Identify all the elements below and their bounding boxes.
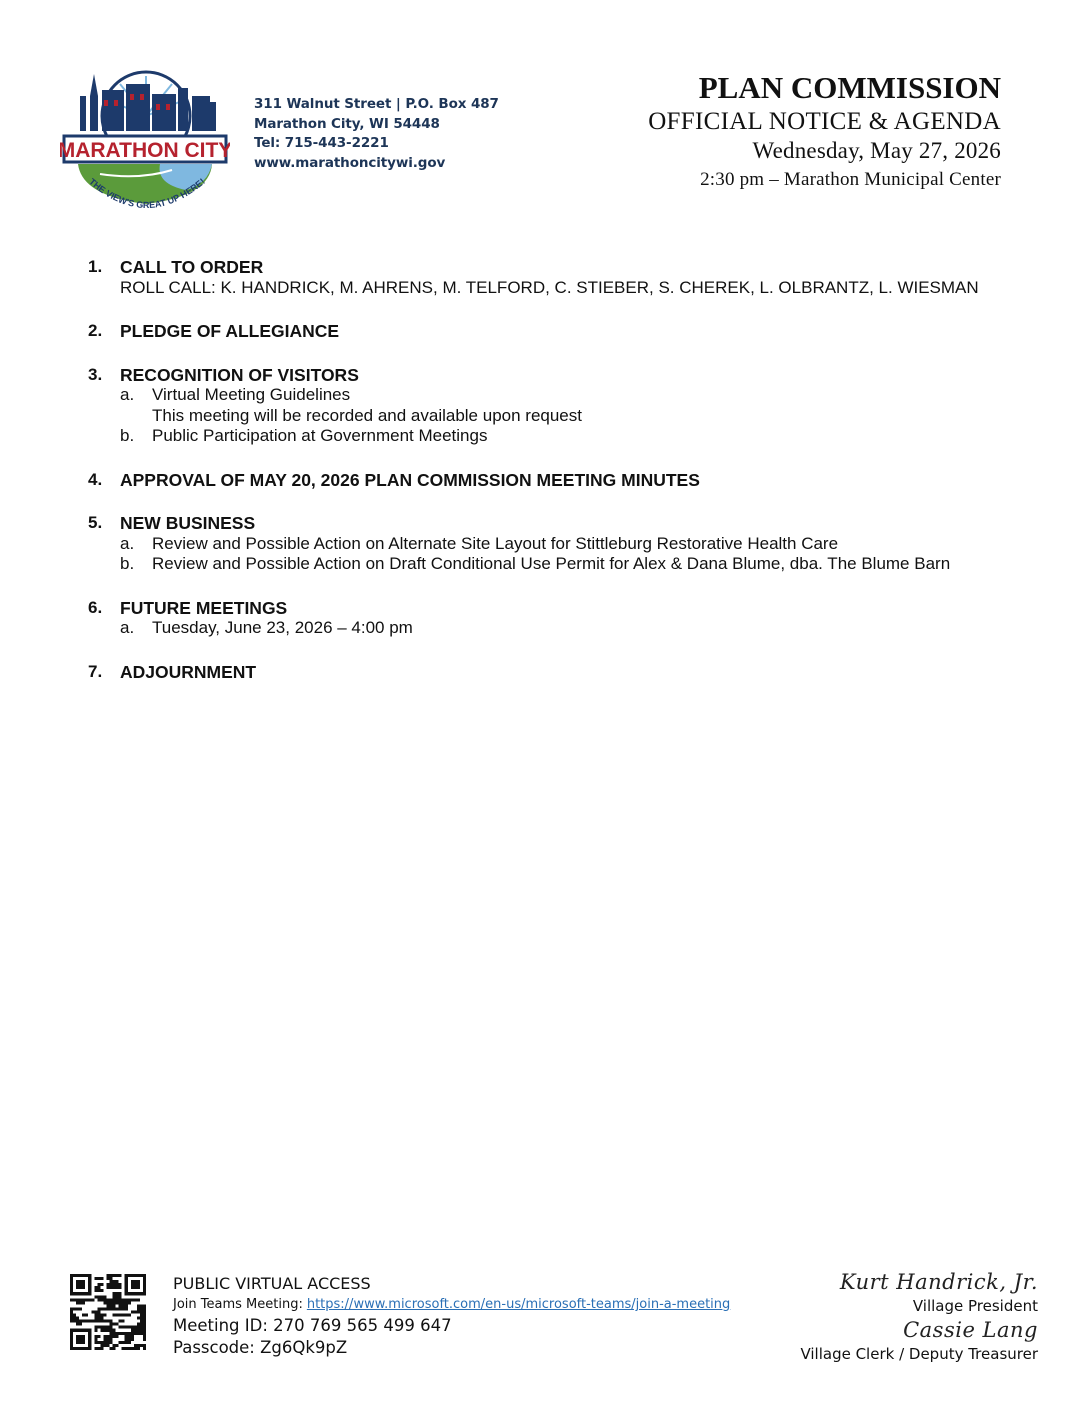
join-meeting-link[interactable]: https://www.microsoft.com/en-us/microsoft-teams/join-a-meeting bbox=[306, 1297, 731, 1312]
subitem-letter: a. bbox=[120, 533, 135, 553]
page-subtitle: OFFICIAL NOTICE & AGENDA bbox=[648, 108, 1001, 135]
agenda-subitem bbox=[120, 385, 1008, 426]
subitem-text: Review and Possible Action on Draft Conditional Use Permit for Alex & Dana Blume, dba. The Blume Barn bbox=[152, 554, 951, 573]
subitem-note: This meeting will be recorded and available upon request bbox=[152, 405, 582, 425]
city-state-zip: Marathon City, WI 54448 bbox=[254, 115, 440, 132]
join-teams-line bbox=[173, 1295, 730, 1315]
agenda-item-new-business bbox=[88, 513, 1008, 575]
notice-header bbox=[648, 70, 1001, 193]
logo-tagline: THE VIEW'S GREAT UP HERE! bbox=[87, 176, 207, 211]
meeting-date: Wednesday, May 27, 2026 bbox=[752, 138, 1001, 163]
virtual-access-title: PUBLIC VIRTUAL ACCESS bbox=[173, 1274, 371, 1293]
agenda-item-approval-minutes bbox=[88, 470, 1008, 491]
agenda-number: 4. bbox=[88, 469, 103, 489]
agenda-item-title: FUTURE MEETINGS bbox=[120, 597, 288, 618]
agenda-item-title: APPROVAL OF MAY 20, 2026 PLAN COMMISSION MEETING MINUTES bbox=[120, 469, 700, 490]
president-role: Village President bbox=[912, 1297, 1038, 1315]
meeting-id: Meeting ID: 270 769 565 499 647 bbox=[173, 1316, 452, 1335]
address-block bbox=[254, 95, 499, 173]
agenda-item-title: CALL TO ORDER bbox=[120, 257, 264, 277]
agenda-item-adjournment bbox=[88, 662, 1008, 683]
agenda-number: 3. bbox=[88, 364, 103, 384]
agenda-subitem bbox=[120, 426, 1008, 447]
subitem-text: Public Participation at Government Meetings bbox=[152, 426, 488, 445]
logo-wordmark: MARATHON CITY bbox=[60, 139, 230, 162]
website[interactable]: www.marathoncitywi.gov bbox=[254, 154, 446, 171]
clerk-role: Village Clerk / Deputy Treasurer bbox=[800, 1345, 1038, 1363]
subitem-text: Review and Possible Action on Alternate Site Layout for Stittleburg Restorative Health Care bbox=[152, 533, 839, 553]
president-signature: Kurt Handrick, Jr. bbox=[839, 1270, 1038, 1294]
agenda-item-call-to-order bbox=[88, 257, 1008, 298]
subitem-letter: a. bbox=[120, 385, 135, 404]
agenda-number: 5. bbox=[88, 513, 103, 532]
agenda-number: 1. bbox=[88, 257, 103, 276]
join-label: Join Teams Meeting: bbox=[173, 1297, 303, 1312]
subitem-text: Tuesday, June 23, 2026 – 4:00 pm bbox=[152, 618, 413, 637]
agenda-item-title: NEW BUSINESS bbox=[120, 513, 256, 533]
agenda-item-title: ADJOURNMENT bbox=[120, 661, 257, 682]
telephone: Tel: 715-443-2221 bbox=[254, 135, 389, 151]
subitem-letter: b. bbox=[120, 426, 135, 445]
meeting-time-place: 2:30 pm – Marathon Municipal Center bbox=[700, 169, 1001, 190]
marathon-city-logo bbox=[60, 66, 230, 216]
page-title: PLAN COMMISSION bbox=[698, 70, 1001, 105]
agenda-item-future-meetings bbox=[88, 598, 1008, 639]
agenda-subitem bbox=[120, 534, 1008, 555]
agenda-item-title: RECOGNITION OF VISITORS bbox=[120, 364, 359, 385]
clerk-signature: Cassie Lang bbox=[903, 1318, 1038, 1342]
agenda-item-title: PLEDGE OF ALLEGIANCE bbox=[120, 321, 340, 341]
agenda-item-pledge bbox=[88, 321, 1008, 342]
subitem-letter: a. bbox=[120, 618, 135, 637]
agenda-number: 2. bbox=[88, 321, 103, 340]
subitem-text: Virtual Meeting Guidelines bbox=[152, 385, 351, 404]
agenda-number: 7. bbox=[88, 661, 103, 681]
signature-block bbox=[800, 1268, 1038, 1364]
public-virtual-access bbox=[173, 1274, 730, 1359]
passcode: Passcode: Zg6Qk9pZ bbox=[173, 1338, 348, 1357]
agenda-subitem bbox=[120, 618, 1008, 639]
subitem-letter: b. bbox=[120, 554, 135, 573]
agenda-list bbox=[88, 257, 1008, 705]
street-address: 311 Walnut Street | P.O. Box 487 bbox=[254, 96, 499, 112]
agenda-number: 6. bbox=[88, 597, 103, 617]
qr-code-icon bbox=[70, 1274, 146, 1350]
agenda-item-recognition bbox=[88, 365, 1008, 447]
roll-call: ROLL CALL: K. HANDRICK, M. AHRENS, M. TELFORD, C. STIEBER, S. CHEREK, L. OLBRANTZ, L. WIESMAN bbox=[120, 277, 979, 297]
agenda-subitem bbox=[120, 554, 1008, 575]
